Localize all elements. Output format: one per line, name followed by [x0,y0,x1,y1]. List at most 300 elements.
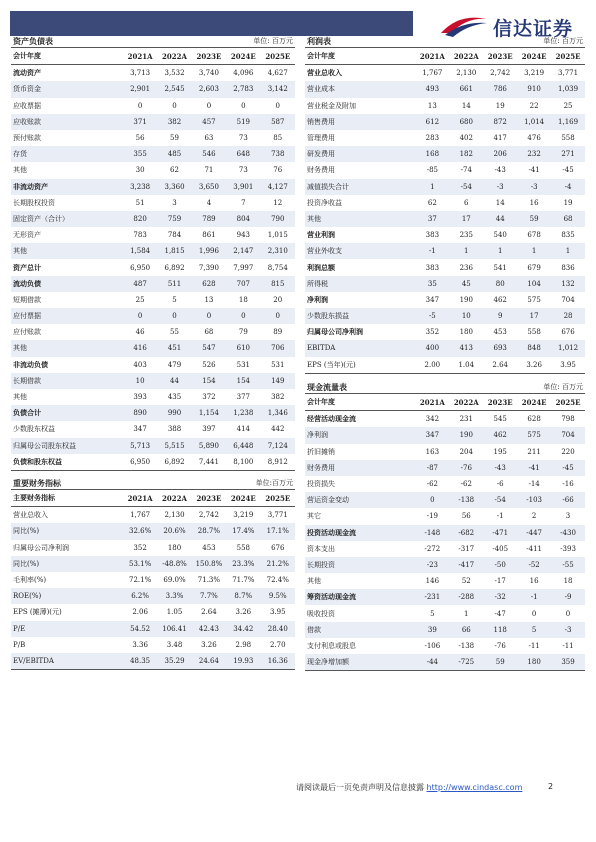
cell-value: 146 [425,577,440,586]
balance-sheet-title: 资产负债表 [13,36,53,46]
row-label: 其他 [11,340,123,356]
cell-value: -288 [449,589,483,605]
cell-value: 195 [493,447,507,456]
cell-value: -16 [562,480,574,489]
cell-value: -411 [526,544,542,553]
column-header-row [11,48,295,65]
cell-value: 6,448 [226,438,260,454]
table-row [305,81,585,97]
row-label: 长期借款 [11,373,123,389]
cell-value: 2.06 [132,608,148,617]
cell-value: 451 [157,340,191,356]
cell-value: 71.3% [197,576,221,585]
cell-value: 835 [561,231,575,240]
cell-value: 3,901 [226,179,260,195]
cash-flow-header [305,381,585,394]
cell-value: 1 [464,609,469,618]
cell-value: 8,754 [267,263,288,272]
row-label: 借款 [305,622,415,638]
column-header-year: 2024E [517,394,551,411]
cell-value: 0 [137,101,143,110]
cell-value: 28.7% [192,523,226,539]
cell-value: 4,627 [267,69,288,78]
cell-value: 531 [236,360,251,369]
table-row [305,276,585,292]
cell-value: 1 [415,179,449,195]
cell-value: 28.40 [261,621,295,637]
cell-value: 383 [425,263,440,272]
row-label: 营业总收入 [13,511,48,520]
column-header-row [305,394,585,411]
table-row [305,292,585,308]
cell-value: 19 [495,101,505,110]
cell-value: -471 [483,525,517,541]
cell-value: 435 [167,393,182,402]
table-row [11,405,295,421]
cell-value: 377 [236,393,251,402]
cell-value: 19.93 [226,653,260,670]
cell-value: 236 [459,263,473,272]
cell-value: 6,950 [123,454,157,471]
row-label: 筹资活动现金流 [305,589,415,605]
cell-value: 790 [261,211,295,227]
row-label: 资产总计 [13,262,41,272]
cell-value: 1,238 [226,405,260,421]
cell-value: 1,039 [551,81,585,97]
cell-value: 2.98 [235,640,252,649]
cell-value: 575 [527,295,541,304]
table-row [305,308,585,324]
cell-value: -76 [494,641,506,650]
row-label: 营业外收支 [305,243,415,259]
table-row [305,541,585,557]
cell-value: 383 [425,231,440,240]
cell-value: 39 [415,622,449,638]
cell-value: 6.2% [123,588,157,604]
table-row [305,357,585,374]
cell-value: 63 [204,134,214,143]
cell-value: 3,740 [198,69,219,78]
table-row [11,130,295,146]
cell-value: 25 [563,101,573,110]
cell-value: 154 [192,373,226,389]
table-row [11,179,295,195]
row-label: 投资净收益 [307,198,342,207]
cell-value: 2.00 [415,357,449,374]
cell-value: 72.1% [128,576,152,585]
cell-value: 738 [261,146,295,162]
cell-value: -138 [458,641,475,650]
column-header-year: 2022A [157,490,191,507]
cell-value: 676 [561,328,575,337]
cell-value: 476 [527,134,541,143]
row-label: 其它 [307,512,321,521]
cell-value: 1 [551,243,585,259]
table-row [305,622,585,638]
cell-value: 676 [271,543,285,552]
cell-value: 16 [529,577,539,586]
row-label: 同比(%) [11,523,123,539]
cell-value: 231 [459,415,473,424]
cell-value: 3.3% [157,588,191,604]
cell-value: 0 [226,308,260,324]
cell-value: -3 [483,179,517,195]
cell-value: 89 [273,328,283,337]
cell-value: 388 [167,425,182,434]
row-label: 其他 [13,393,27,402]
table-row [305,508,585,524]
table-row [11,308,295,324]
cell-value: 1,169 [551,114,585,130]
table-row [305,211,585,227]
cell-value: -430 [551,525,585,541]
cell-value: 37 [415,211,449,227]
cell-value: 154 [226,373,260,389]
cell-value: 8.7% [226,588,260,604]
cell-value: 2.64 [483,357,517,374]
row-label: 流动负债 [11,276,123,292]
cell-value: 3 [172,198,177,207]
cell-value: -14 [528,480,540,489]
row-label: 资本支出 [307,544,335,553]
cell-value: 17.4% [226,523,260,539]
row-label: 归属母公司股东权益 [11,438,123,454]
cell-value: 283 [425,134,440,143]
cell-value: 211 [527,447,541,456]
cell-value: -41 [528,166,540,175]
cell-value: 352 [425,328,440,337]
cell-value: -317 [458,544,475,553]
cell-value: 0 [241,101,246,110]
table-row [11,373,295,389]
cell-value: 0 [415,492,449,508]
cell-value: 42.43 [192,621,226,637]
cell-value: 132 [551,276,585,292]
cell-value: 3,219 [524,69,545,78]
cell-value: 35 [415,276,449,292]
row-label: 营业利润 [307,230,335,240]
table-row [11,653,295,670]
cell-value: -393 [560,544,576,553]
table-row [305,444,585,460]
cell-value: 13 [204,295,214,304]
cell-value: -44 [415,654,449,671]
table-row [11,421,295,437]
row-label: 无形资产 [13,231,41,240]
cell-value: -417 [449,557,483,573]
cell-value: 0 [261,308,295,324]
table-row [11,162,295,178]
footer-website-link[interactable]: http://www.cindasc.com [426,783,523,792]
cell-value: 76 [273,166,283,175]
row-label: EV/EBITDA [11,653,123,670]
cell-value: 3.26 [235,608,252,617]
cell-value: -45 [551,460,585,476]
header-bar [10,11,413,36]
cell-value: 347 [415,427,449,443]
cell-value: 910 [517,81,551,97]
cell-value: 3.95 [551,357,585,374]
table-row [11,227,295,243]
cell-value: 628 [527,415,541,424]
cell-value: 17.1% [261,523,295,539]
row-label: 存货 [11,146,123,162]
table-row [305,460,585,476]
cell-value: 235 [459,231,473,240]
cell-value: 382 [271,393,285,402]
cell-value: 45 [449,276,483,292]
cell-value: 1,996 [192,243,226,259]
cell-value: 355 [123,146,157,162]
row-label: 投资损失 [307,480,335,489]
row-label: 营业税金及附加 [307,101,356,110]
cell-value: 493 [415,81,449,97]
column-header-year: 2021A [123,490,157,507]
cash-flow-section [305,381,585,671]
cell-value: -62 [426,480,438,489]
cell-value: 704 [551,427,585,443]
cell-value: -1 [517,589,551,605]
cell-value: 2,545 [157,81,191,97]
table-row [11,324,295,340]
table-row [11,81,295,97]
cell-value: 442 [271,425,285,434]
cell-value: 783 [133,231,147,240]
cell-value: 30 [135,166,145,175]
cell-value: 5,515 [157,438,191,454]
cell-value: 382 [157,114,191,130]
cell-value: 1,584 [123,243,157,259]
table-row [11,604,295,620]
row-label: 管理费用 [307,134,335,143]
cell-value: 943 [236,231,251,240]
cell-value: 531 [271,360,285,369]
row-label: 利润总额 [307,262,335,272]
column-header-year: 2025E [261,490,295,507]
cell-value: 3.95 [269,608,286,617]
row-label: 财务费用 [305,460,415,476]
cell-value: 2,901 [123,81,157,97]
cell-value: 34.42 [226,621,260,637]
row-label: 支付利息或股息 [307,641,356,650]
cell-value: 104 [517,276,551,292]
column-header-year: 2022A [157,48,191,65]
cell-value: 17 [449,211,483,227]
column-header-label: 会计年度 [305,48,415,65]
cell-value: 872 [483,114,517,130]
cell-value: 540 [493,231,507,240]
cell-value: 704 [561,295,575,304]
cell-value: 3,713 [130,69,151,78]
row-label: 营业成本 [305,81,415,97]
table-row [305,557,585,573]
cell-value: 32.6% [123,523,157,539]
page-number: 2 [548,782,554,791]
column-header-year: 2021A [415,394,449,411]
cell-value: 519 [226,114,260,130]
row-label: 研发费用 [305,146,415,162]
cell-value: -6 [496,480,504,489]
cell-value: 462 [483,427,517,443]
row-label: 营业总收入 [307,68,342,78]
cell-value: 3.48 [166,640,183,649]
cell-value: 680 [449,114,483,130]
cell-value: 46 [135,328,145,337]
table-row [11,276,295,292]
cell-value: 7,124 [261,438,295,454]
cell-value: 7.7% [192,588,226,604]
cell-value: 400 [415,340,449,356]
cell-value: 71 [204,166,214,175]
cell-value: 347 [133,425,147,434]
cell-value: 679 [527,263,541,272]
row-label: 固定资产（合计） [11,211,123,227]
row-label: 长期投资 [305,557,415,573]
cell-value: 10 [123,373,157,389]
table-row [305,654,585,671]
cell-value: 0 [206,101,212,110]
cell-value: 69.0% [163,576,186,585]
cell-value: 73 [238,134,248,143]
cell-value: 815 [261,276,295,292]
cell-value: 118 [483,622,517,638]
cell-value: 5,713 [123,438,157,454]
row-label: 预付账款 [13,134,41,143]
cell-value: -4 [551,179,585,195]
row-label: EPS (当年)(元) [305,357,415,374]
cell-value: 706 [261,340,295,356]
table-row [305,130,585,146]
table-row [11,243,295,259]
row-label: 应付账款 [13,328,41,337]
cell-value: 51 [135,198,145,207]
cell-value: 3.26 [201,640,217,649]
column-header-row [11,490,295,507]
row-label: 财务费用 [307,166,335,175]
cell-value: -47 [494,609,506,618]
cell-value: 820 [123,211,157,227]
cell-value: 16.36 [261,653,295,670]
row-label: 应收票据 [13,101,41,110]
cell-value: 547 [192,340,226,356]
key-indicators-header [11,477,295,490]
table-row [305,243,585,259]
row-label: 归属母公司净利润 [307,327,363,337]
row-label: 净利润 [307,294,328,304]
cell-value: -106 [424,641,441,650]
table-row [305,65,585,82]
table-row [11,438,295,454]
cell-value: 13 [427,101,437,110]
column-header-year: 2023E [192,48,226,65]
column-header-year: 2023E [192,490,226,507]
cell-value: 1,012 [551,340,585,356]
cell-value: 678 [527,231,541,240]
row-label: 归属母公司净利润 [13,543,69,552]
cell-value: 2,783 [226,81,260,97]
table-row [305,476,585,492]
cell-value: 9.5% [261,588,295,604]
cell-value: 150.8% [192,556,226,572]
cell-value: 79 [238,328,248,337]
table-row [11,146,295,162]
column-header-label: 会计年度 [11,48,123,65]
cell-value: 2,603 [192,81,226,97]
row-label: 毛利率(%) [13,576,47,585]
cell-value: 1,346 [261,405,295,421]
cell-value: -11 [562,641,574,650]
cell-value: 190 [449,427,483,443]
column-header-label: 会计年度 [305,394,415,411]
row-label: 非流动负债 [13,359,48,369]
cell-value: 558 [236,543,251,552]
cell-value: 416 [123,340,157,356]
cell-value: 54.52 [123,621,157,637]
cell-value: 786 [483,81,517,97]
table-row [11,98,295,114]
cell-value: 14 [461,101,471,110]
table-row [305,525,585,541]
cell-value: -405 [492,544,509,553]
cell-value: -54 [483,492,517,508]
cell-value: 3.36 [132,640,148,649]
cell-value: 1,015 [267,231,288,240]
cell-value: 271 [551,146,585,162]
income-statement-title: 利润表 [307,36,331,46]
cell-value: -231 [415,589,449,605]
table-row [11,540,295,556]
income-statement-unit: 单位: 百万元 [543,37,583,45]
row-label: 其他 [11,243,123,259]
cell-value: 21.2% [261,556,295,572]
cell-value: 182 [449,146,483,162]
table-row [11,523,295,539]
cell-value: 1,767 [130,511,151,520]
table-row [305,492,585,508]
cell-value: 44 [483,211,517,227]
row-label: 营运资金变动 [305,492,415,508]
row-label: ROE(%) [11,588,123,604]
cell-value: 526 [202,360,216,369]
cell-value: 44 [157,373,191,389]
cell-value: 5 [430,609,435,618]
table-row [305,98,585,114]
cell-value: 23.3% [226,556,260,572]
cell-value: 661 [449,81,483,97]
cell-value: 53.1% [123,556,157,572]
cell-value: 232 [517,146,551,162]
cell-value: 0 [157,308,191,324]
cell-value: -3 [551,622,585,638]
cell-value: 546 [192,146,226,162]
cell-value: 397 [202,425,216,434]
cell-value: 347 [425,295,440,304]
cell-value: 342 [425,415,440,424]
footer-disclaimer [296,782,522,793]
cell-value: 2,742 [198,511,219,520]
cell-value: 66 [449,622,483,638]
cell-value: 0 [192,308,226,324]
cell-value: 784 [167,231,182,240]
cell-value: 1,767 [422,69,443,78]
cell-value: 3,650 [192,179,226,195]
cell-value: -447 [517,525,551,541]
table-row [11,357,295,373]
cell-value: 24.64 [192,653,226,670]
table-row [305,227,585,243]
cell-value: 2,130 [164,511,185,520]
cell-value: 25 [135,295,145,304]
